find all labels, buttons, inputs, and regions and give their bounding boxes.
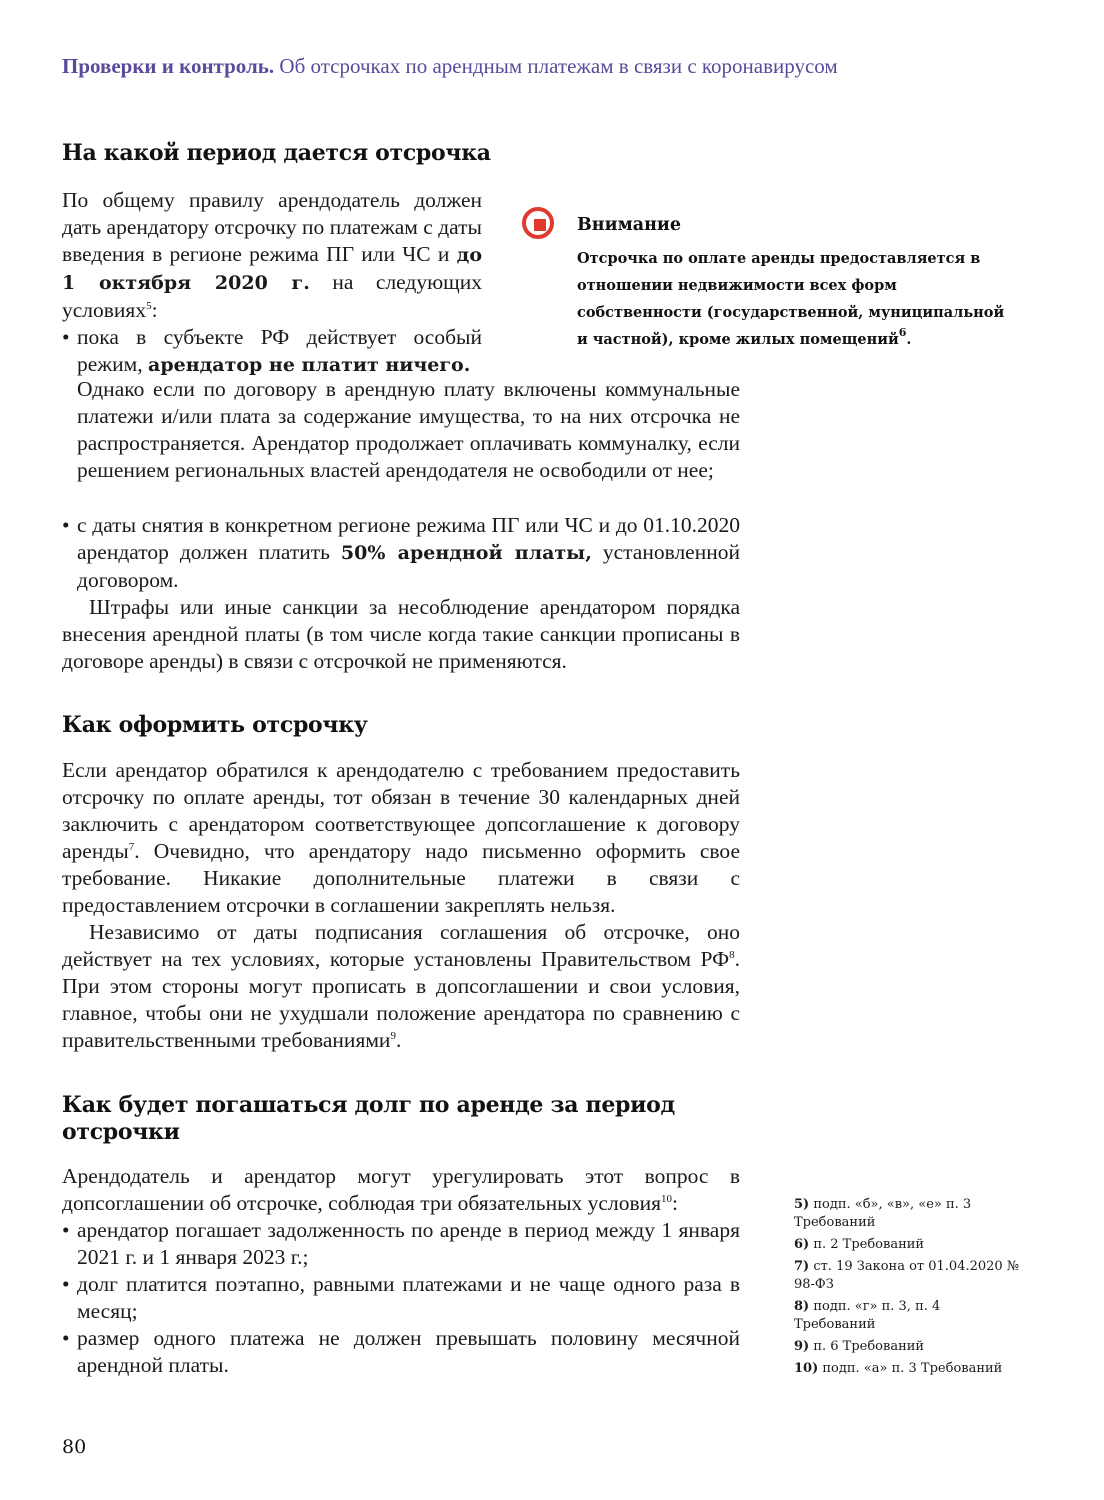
footnote: 10) подп. «а» п. 3 Требований xyxy=(794,1361,1003,1376)
section1-rest xyxy=(62,512,740,675)
footnote: 8) подп. «г» п. 3, п. 4 Требований xyxy=(794,1299,941,1332)
footnote: 6) п. 2 Требований xyxy=(794,1237,925,1252)
section2-body: Если арендатор обратился к арендодателю с требованием предоставить отсрочку по оплате аренды, тот обязан в течение 30 календарных дней заключить с арендатором соответствующее допсоглашение к договору аренды$^7$. Очевидно, что арендатору надо письменно оформить свое требование. Никакие дополнительные платежи в связи с предоставлением отсрочки в соглашении закреплять нельзя. Независимо от даты подписания соглашения об отсрочке, оно действует на тех условиях, которые установлены Правительством $РФ^8$. При этом стороны могут прописать в допсоглашении и свои условия, главное, чтобы они не ухудшали положение арендатора по сравнению с правительственными требованиями$^9$. xyxy=(62,758,740,1052)
section1-bullet1-continuation: Однако если по договору в арендную плату включены коммунальные платежи и/или плата за содержание имущества, то на них отсрочка не распространяется. Арендатор продолжает оплачивать коммуналку, если решением региональных властей арендодателя не освободили от нее; xyxy=(77,377,740,482)
section-heading-debt-repayment: Как будет погашаться долг по аренде за период отсрочки xyxy=(62,1092,675,1145)
running-head-title: Об отсрочках по арендным платежам в связи с коронавирусом xyxy=(274,54,838,78)
bold-date: до 1 октября 2020 г. xyxy=(62,244,482,294)
section-heading-how-to-arrange: Как оформить отсрочку xyxy=(62,712,368,738)
callout-text: Отсрочка по оплате аренды предоставляется в отношении недвижимости всех форм собственности (государственной, муниципальной и частной), кроме жилых помещений$^6$. xyxy=(577,250,1005,348)
footnote-ref: 6 xyxy=(898,326,907,339)
list-item: • с даты снятия в конкретном регионе режима ПГ или ЧС и до 01.10.2020 арендатор должен платить 50% арендной платы, установленной договором. xyxy=(62,512,740,594)
page-number: 80 xyxy=(62,1436,87,1458)
stop-circle-icon xyxy=(522,207,554,239)
running-head-section: Проверки и контроль. xyxy=(62,54,275,78)
footnote-ref: 10 xyxy=(661,1193,672,1205)
list-item: • долг платится поэтапно, равными платежами и не чаще одного раза в месяц; xyxy=(62,1271,740,1325)
list-item: • арендатор погашает задолженность по аренде в период между 1 января 2021 г. и 1 января 2023 г.; xyxy=(62,1217,740,1271)
footnote-ref: 9 xyxy=(390,1030,396,1042)
section1-intro: По общему правилу арендодатель должен дать арендатору отсрочку по платежам с даты введения в регионе режима ПГ или ЧС и до 1 октября 2020 г. на следующих условиях$^5$: • пока в субъекте РФ действует особый режим, арендатор не платит ничего. xyxy=(62,187,482,379)
list-item: • размер одного платежа не должен превышать половину месячной арендной платы. xyxy=(62,1325,740,1379)
section-heading-period: На какой период дается отсрочка xyxy=(62,140,491,166)
footnote: 5) подп. «б», «в», «е» п. 3 Требований xyxy=(794,1197,972,1230)
list-item: • пока в субъекте РФ действует особый режим, арендатор не платит ничего. xyxy=(62,324,482,379)
footnote: 7) ст. 19 Закона от 01.04.2020 № 98-ФЗ xyxy=(794,1259,1020,1292)
footnote-ref: 7 xyxy=(128,841,135,853)
footnote: 9) п. 6 Требований xyxy=(794,1339,925,1354)
footnotes xyxy=(794,1196,1024,1382)
footnote-ref: 8 xyxy=(729,949,735,961)
section3-body: Арендодатель и арендатор могут урегулировать этот вопрос в допсоглашении об отсрочке, соблюдая три обязательных условия$^{10}$: • арендатор погашает задолженность по аренде в период между 1 января 2021 г. и 1 января 2023 г.; • долг платится поэтапно, равными платежами и не чаще одного раза в месяц; • размер одного платежа не должен превышать половину месячной арендной платы. xyxy=(62,1163,740,1379)
callout-title: Внимание xyxy=(577,215,682,235)
closing-paragraph: Штрафы или иные санкции за несоблюдение арендатором порядка внесения арендной платы (в том числе когда такие санкции прописаны в договоре аренды) в связи с отсрочкой не применяются. xyxy=(62,595,740,673)
footnote-ref: 5 xyxy=(146,300,152,312)
running-head xyxy=(62,54,1062,79)
